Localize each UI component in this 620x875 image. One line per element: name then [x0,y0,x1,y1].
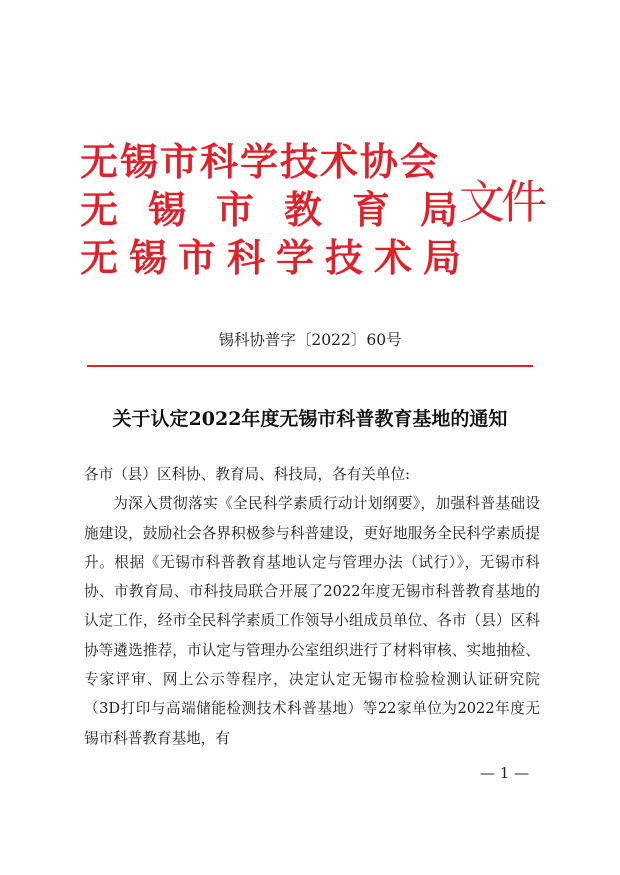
document-body [84,460,540,753]
issuer-line-3: 无锡市科学技术局 [80,236,473,280]
page-number: — 1 — [480,764,530,782]
body-paragraph: 为深入贯彻落实《全民科学素质行动计划纲要》，加强科普基础设施建设，鼓励社会各界积极参与科普建设，更好地服务全民科学素质提升。根据《无锡市科普教育基地认定与管理办法（试行）》，无锡市科协、市教育局、市科技局联合开展了2022年度无锡市科普教育基地的认定工作，经市全民科学素质工作领导小组成员单位、各市（县）区科协等遴选推荐，市认定与管理办公室组织进行了材料审核、实地抽检、专家评审、网上公示等程序，决定认定无锡市检验检测认证研究院（3D打印与高端储能检测技术科普基地）等22家单位为2022年度无锡市科普教育基地，有 [84,495,540,747]
document-number: 锡科协普字〔2022〕60号 [218,331,402,349]
red-divider-line [87,365,533,367]
salutation: 各市（县）区科协、教育局、科技局，各有关单位: [84,466,410,483]
issuer-block [80,138,488,282]
document-type-label: 文件 [459,175,543,229]
issuer-line-1: 无锡市科学技术协会 [80,140,441,184]
document-title: 关于认定2022年度无锡市科普教育基地的通知 [112,408,508,430]
issuer-line-2: 无锡市教育局 [80,188,489,232]
